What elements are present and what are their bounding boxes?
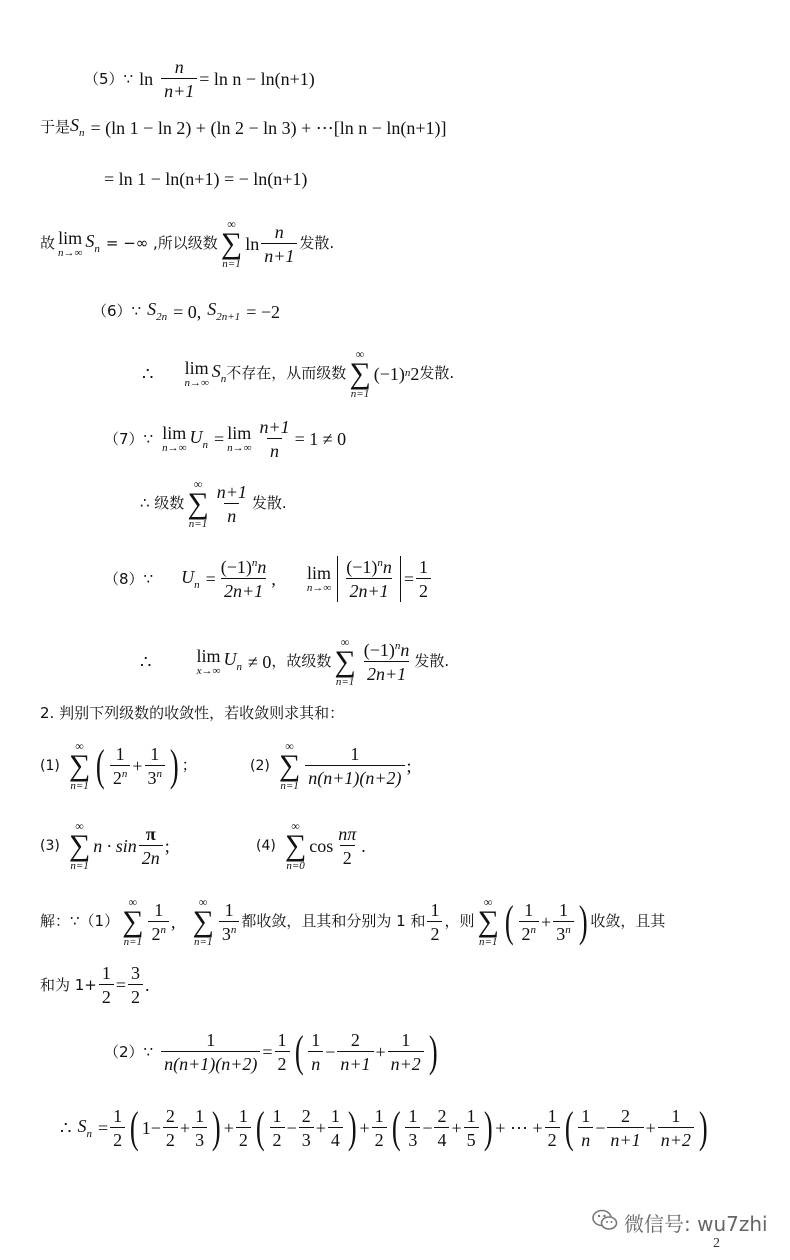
- wechat-icon: [592, 1209, 618, 1236]
- fraction: $\frac{n}{n+1}$: [161, 58, 197, 100]
- wechat-watermark: [592, 1208, 768, 1237]
- solution-2: （2）∵ $\frac{1}{n(n+1)(n+2)}$ = $\frac{1}{2}$ ( $\frac{1}{n}$ − $\frac{2}{n+1}$ + $\frac{1}{n+2}$ ): [104, 1027, 438, 1076]
- line-7b: ∴ 级数 ∞ ∑ n=1 $\frac{n+1}{n}$ 发散.: [140, 477, 287, 530]
- wechat-id: 微信号: wu7zhi: [624, 1212, 768, 1236]
- problem-3: (3) ∞ ∑ n=1 n · sin $\frac{\pi}{2n}$ ;: [40, 819, 170, 872]
- line-sn-expansion: 于是 $S_n$ = (ln 1 − ln 2) + (ln 2 − ln 3) + ⋯[ln n − ln(n+1)]: [40, 115, 447, 139]
- absolute-value: $\frac{(-1)^nn}{2n+1}$: [337, 556, 401, 602]
- line-7: （7）∵ lim n→∞ $U_n$ = lim n→∞ $\frac{n+1}{n}$ = 1 ≠ 0: [104, 417, 347, 461]
- line-8b: ∴ lim x→∞ $U_n$ ≠ 0 ，故级数 ∞ ∑ n=1 $\frac{(-1)^nn}{2n+1}$ 发散.: [140, 635, 450, 688]
- problem-1: (1) ∞ ∑ n=1 ( $\frac{1}{2^n}$ + $\frac{1}{3^n}$ ) ；: [40, 739, 197, 792]
- line-divergence: 故 lim n→∞ $S_n$ = −∞ ,所以级数 ∞ ∑ n=1 ln $\frac{n}{n+1}$ 发散.: [40, 217, 335, 270]
- line-5: （5）∵ ln $\frac{n}{n+1}$ = ln n − ln(n+1): [84, 57, 315, 101]
- question-2-title: 2. 判别下列级数的收敛性，若收敛则求其和：: [40, 704, 345, 722]
- line-sn-result: = ln 1 − ln(n+1) = − ln(n+1): [104, 169, 308, 189]
- page-number: 2: [713, 1236, 720, 1251]
- problem-4: (4) ∞ ∑ n=0 cos $\frac{n\pi}{2}$ .: [256, 819, 366, 872]
- summation: ∞ ∑ n=1: [220, 217, 243, 270]
- line-6b: ∴ lim n→∞ $S_n$ 不存在，从而级数 ∞ ∑ n=1 (−1) n 2 发散.: [142, 347, 455, 400]
- final-expansion: ∴ $S_n$ = $\frac{1}{2}$ ( 1− $\frac{2}{2}$ + $\frac{1}{3}$ ) + $\frac{1}{2}$ ( $\frac{1}{2}$ − $\frac{2}{3}$ + $\frac{1}{4}$ ) + $\frac{1}{2}$ ( $\frac{1}{3}$ − $\frac{2}{4}$ + $\frac{1}{5}$ ) + ⋯ + $\frac{1}{2}$ ( $\frac{1}{n}$ − $\frac{2}{n+1}$ + $\frac{1}{n+2}$ ): [60, 1103, 708, 1152]
- line-8: （8）∵ $U_n$ = $\frac{(-1)^nn}{2n+1}$ , lim n→∞ $\frac{(-1)^nn}{2n+1}$ = $\frac{1}{2}$: [104, 556, 433, 602]
- limit: lim n→∞: [58, 227, 83, 259]
- line-6: （6）∵ $S_{2n}$ = 0, $S_{2n+1}$ = −2: [92, 299, 280, 323]
- solution-1b: 和为 1+ $\frac{1}{2}$ = $\frac{3}{2}$ .: [40, 963, 150, 1007]
- solution-1: 解：∵（1） ∞ ∑ n=1 $\frac{1}{2^n}$ , ∞ ∑ n=1 $\frac{1}{3^n}$ 都收敛，且其和分别为 1 和 $\frac{1}{2}$ ，则 ∞ ∑ n=1 ( $\frac{1}{2^n}$ + $\frac{1}{3^n}$ ) 收敛，且其: [40, 895, 666, 948]
- problem-2: (2) ∞ ∑ n=1 $\frac{1}{n(n+1)(n+2)}$ ;: [250, 739, 412, 792]
